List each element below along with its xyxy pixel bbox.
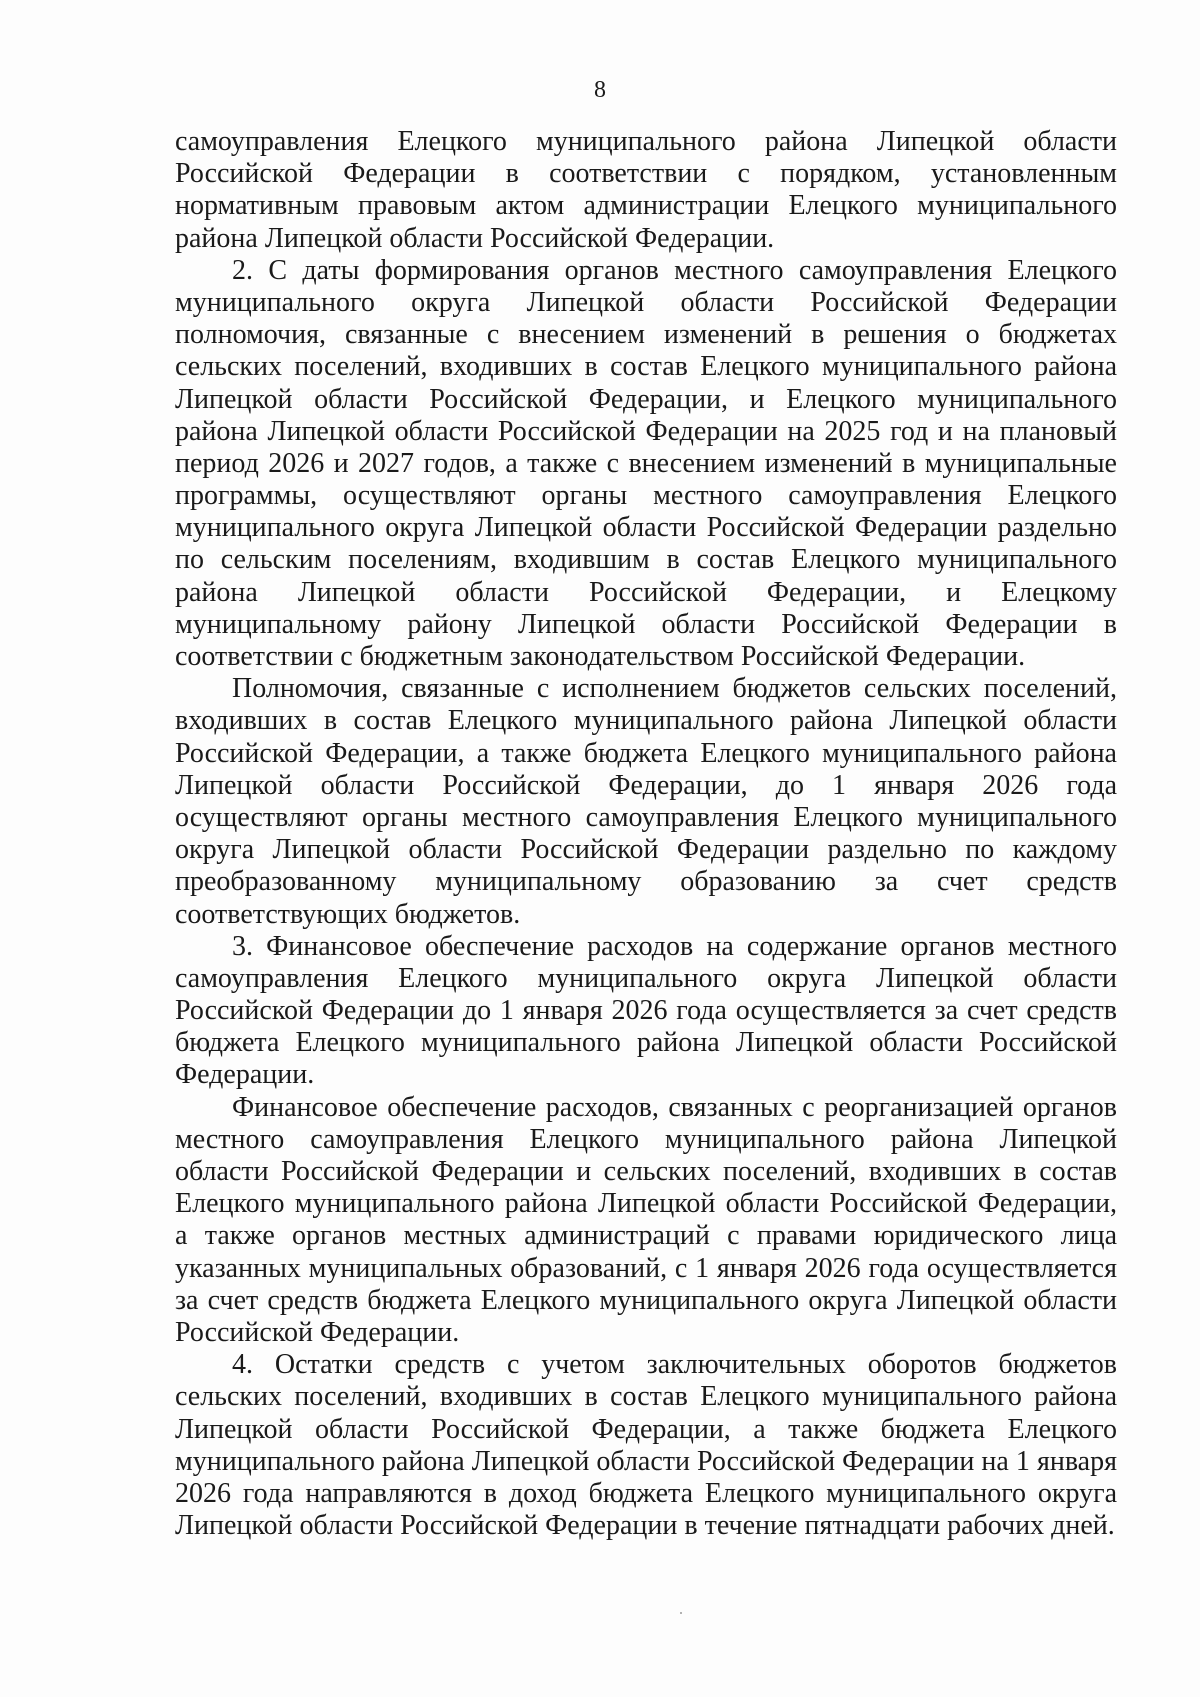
text-line: Липецкой области Российской Федерации в течение пятнадцати рабочих дней.	[175, 1510, 1115, 1542]
text-line: указанных муниципальных образований, с 1 января 2026 года осуществляется	[175, 1252, 1117, 1284]
text-line: местного самоуправления Елецкого муниципального района Липецкой	[175, 1123, 1117, 1155]
text-line: муниципальному району Липецкой области Российской Федерации в	[175, 608, 1117, 640]
text-line: области Российской Федерации и сельских поселений, входивших в состав	[175, 1156, 1117, 1187]
text-line: района Липецкой области Российской Федерации, и Елецкому	[175, 576, 1117, 608]
text-line: преобразованному муниципальному образованию за счет средств	[175, 866, 1117, 898]
text-line: Липецкой области Российской Федерации, и Елецкого муниципального	[175, 383, 1117, 415]
text-line: программы, осуществляют органы местного самоуправления Елецкого	[175, 480, 1117, 512]
document-body	[175, 126, 1117, 1542]
text-line: бюджета Елецкого муниципального района Липецкой области Российской	[175, 1027, 1117, 1059]
text-line: 3. Финансовое обеспечение расходов на содержание органов местного	[232, 930, 1117, 962]
text-line: за счет средств бюджета Елецкого муниципального округа Липецкой области	[175, 1284, 1117, 1316]
text-line: Липецкой области Российской Федерации, до 1 января 2026 года	[175, 769, 1117, 801]
text-line: 2. С даты формирования органов местного самоуправления Елецкого	[232, 254, 1117, 286]
text-line: муниципального округа Липецкой области Российской Федерации раздельно	[175, 512, 1117, 544]
text-line: Российской Федерации, а также бюджета Елецкого муниципального района	[175, 737, 1117, 769]
text-line: соответствующих бюджетов.	[175, 898, 521, 930]
text-line: 4. Остатки средств с учетом заключительных оборотов бюджетов	[232, 1349, 1117, 1381]
text-line: Полномочия, связанные с исполнением бюджетов сельских поселений,	[232, 673, 1117, 705]
text-line: входивших в состав Елецкого муниципального района Липецкой области	[175, 705, 1117, 737]
text-line: нормативным правовым актом администрации Елецкого муниципального	[175, 190, 1117, 222]
text-line: 2026 года направляются в доход бюджета Елецкого муниципального округа	[175, 1477, 1117, 1509]
text-line: Российской Федерации.	[175, 1316, 460, 1348]
paragraph	[175, 931, 1117, 1092]
text-line: соответствии с бюджетным законодательством Российской Федерации.	[175, 641, 1026, 672]
text-line: муниципального района Липецкой области Российской Федерации на 1 января	[175, 1445, 1117, 1477]
paragraph	[175, 255, 1117, 673]
text-line: округа Липецкой области Российской Федерации раздельно по каждому	[175, 834, 1117, 866]
text-line: района Липецкой области Российской Федерации на 2025 год и на плановый	[175, 415, 1117, 447]
text-line: а также органов местных администраций с правами юридического лица	[175, 1220, 1117, 1252]
text-line: Федерации.	[175, 1059, 315, 1091]
text-line: Российской Федерации до 1 января 2026 года осуществляется за счет средств	[175, 995, 1117, 1027]
text-line: период 2026 и 2027 годов, а также с внесением изменений в муниципальные	[175, 447, 1117, 479]
text-line: самоуправления Елецкого муниципального района Липецкой области	[175, 126, 1117, 157]
text-line: Елецкого муниципального района Липецкой области Российской Федерации,	[175, 1188, 1117, 1220]
text-line: осуществляют органы местного самоуправления Елецкого муниципального	[175, 801, 1117, 833]
paragraph	[175, 1092, 1117, 1350]
paragraph	[175, 1349, 1117, 1542]
text-line: сельских поселений, входивших в состав Елецкого муниципального района	[175, 1381, 1117, 1413]
page-number: 8	[594, 77, 606, 103]
text-line: самоуправления Елецкого муниципального округа Липецкой области	[175, 962, 1117, 994]
text-line: Липецкой области Российской Федерации, а также бюджета Елецкого	[175, 1413, 1117, 1445]
text-line: района Липецкой области Российской Федерации.	[175, 222, 775, 254]
text-line: Российской Федерации в соответствии с порядком, установленным	[175, 158, 1117, 190]
paragraph	[175, 673, 1117, 931]
text-line: муниципального округа Липецкой области Российской Федерации	[175, 286, 1117, 318]
text-line: по сельским поселениям, входившим в состав Елецкого муниципального	[175, 544, 1117, 576]
text-line: сельских поселений, входивших в состав Елецкого муниципального района	[175, 351, 1117, 383]
text-line: Финансовое обеспечение расходов, связанных с реорганизацией органов	[232, 1091, 1117, 1123]
text-line: полномочия, связанные с внесением изменений в решения о бюджетах	[175, 319, 1117, 351]
scan-speck	[680, 1612, 682, 1614]
paragraph	[175, 126, 1117, 255]
